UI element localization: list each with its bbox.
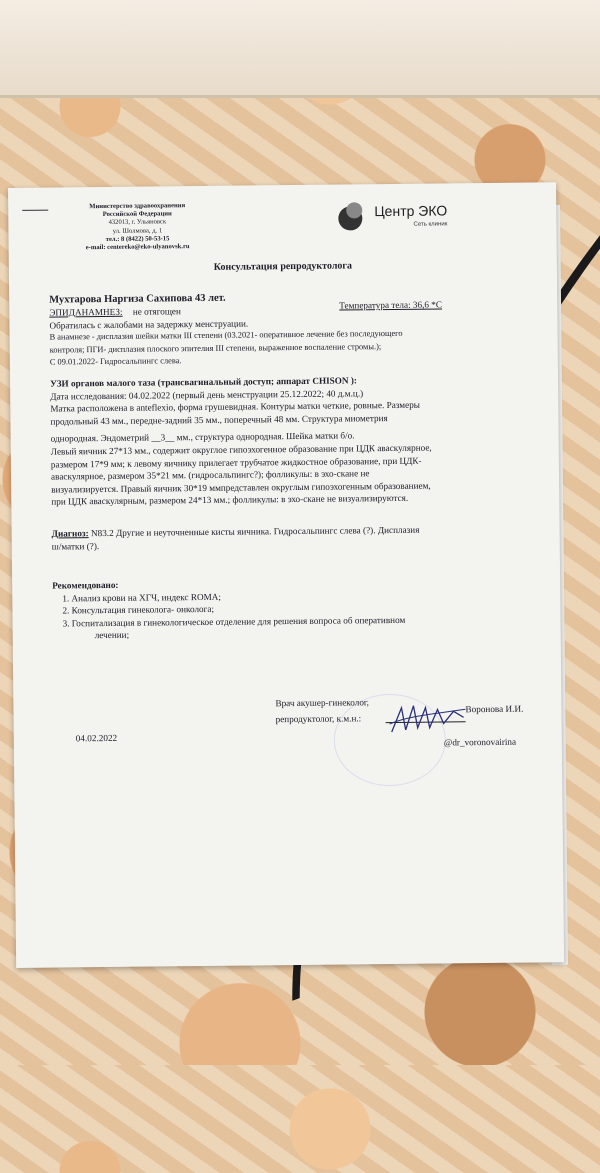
- us-line-7: визуализируется. Правый яичник 30*19 ммпредставлен округлым гипоэхогенным образованием,: [51, 480, 431, 495]
- history-line-3: С 09.01.2022- Гидросальпингс слева.: [49, 356, 182, 367]
- us-line-5: размером 17*9 мм; к левому яичнику прилегает трубчатое жидкостное образование, при ЦДК-: [50, 455, 422, 470]
- recommendation-item-2: 2. Консультация гинеколога- онколога;: [62, 604, 215, 616]
- document-page: [8, 182, 564, 968]
- anamnesis-value: не отягощен: [132, 306, 181, 317]
- address-line-2: ул. Шолмова, д. 1: [112, 226, 163, 235]
- clinic-header: [52, 202, 223, 253]
- signature-scribble: [387, 701, 467, 738]
- ultrasound-section: [50, 373, 521, 509]
- document-title: Консультация репродуктолога: [213, 260, 353, 273]
- doctor-handle: @dr_voronovairina: [443, 736, 517, 748]
- federation-line: Российской Федерации: [102, 210, 172, 219]
- temperature: Температура тела: 36,6 *С: [339, 299, 443, 311]
- us-line-8: при ЦДК аваскулярным, размером 24*13 мм.; фолликулы: в эхо-скане не визуализируются.: [51, 493, 409, 507]
- doctor-role-1: Врач акушер-гинеколог,: [275, 697, 369, 709]
- logo-subtitle: Сеть клиник: [413, 221, 448, 228]
- doctor-name: Воронова И.И.: [465, 703, 524, 715]
- anamnesis-label: ЭПИДАНАМНЕЗ:: [49, 306, 123, 318]
- recommendations-section: [52, 575, 523, 643]
- header-dash: [22, 210, 48, 211]
- us-line-3: однородная. Эндометрий __3__ мм., структура однородная. Шейка матки б/о.: [50, 430, 355, 444]
- doctor-role-2: репродуктолог, к.м.н.:: [275, 713, 362, 725]
- document-date: 04.02.2022: [75, 732, 118, 744]
- logo-icon: [338, 204, 366, 232]
- patient-name: Мухтарова Наргиза Сахипова 43 лет.: [49, 292, 226, 306]
- recommendations-heading: Рекомендовано:: [52, 579, 119, 591]
- us-line-6: аваскулярное, размером 35*21 мм. (гидросальпингс?); фолликулы: в эхо-скане не: [50, 468, 370, 482]
- phone-line: тел.: 8 (8422) 50-53-15: [105, 235, 170, 243]
- us-line-1: Матка расположена в anteflexio, форма грушевидная. Контуры матки четкие, ровные. Размеры: [50, 399, 420, 414]
- diagnosis-label: Диагноз:: [51, 528, 89, 539]
- complaint-text: Обратилась с жалобами на задержку менструации.: [49, 318, 249, 331]
- patient-section: [49, 289, 520, 370]
- us-line-4: Левый яичник 27*13 мм., содержит округлое гипоэхогенное образование при ЦДК аваскулярное,: [50, 442, 432, 457]
- diagnosis-section: [52, 523, 522, 553]
- recommendation-item-1: 1. Анализ крови на ХГЧ, индекс ROMA;: [62, 591, 221, 604]
- background-box: [0, 0, 600, 98]
- ultrasound-heading: УЗИ органов малого таза (трансвагинальный доступ; аппарат CHISON ):: [49, 375, 358, 389]
- us-line-0: Дата исследования: 04.02.2022 (первый день менструации 25.12.2022; 40 д.м.ц.): [50, 387, 364, 402]
- logo-title: Центр ЭКО: [374, 202, 448, 220]
- email-line: e-mail: centereko@eko-ulyanovsk.ru: [85, 243, 190, 252]
- diagnosis-line-1: N83.2 Другие и неуточненные кисты яичника. Гидросальпингс слева (?). Дисплазия: [90, 524, 420, 539]
- history-line-1: В анамнезе - дисплазия шейки матки III степени (03.2021- оперативное лечение без последующего: [49, 329, 403, 342]
- recommendation-item-3: 3. Госпитализация в гинекологическое отделение для решения вопроса об оперативном: [62, 614, 406, 629]
- ministry-line: Министерство здравоохранения: [89, 202, 186, 211]
- address-line-1: 432013, г. Ульяновск: [108, 218, 167, 227]
- clinic-logo: [338, 203, 447, 232]
- recommendation-item-3-cont: лечении;: [94, 630, 130, 641]
- history-line-2: контроля; ПГИ- дисплазия плоского эпителия III степени, выраженное воспаление стромы.);: [49, 341, 382, 355]
- us-line-2: продольный 43 мм., передне-задний 35 мм., поперечный 48 мм. Структура миометрия: [50, 412, 388, 427]
- diagnosis-line-2: ш/матки (?).: [51, 540, 100, 552]
